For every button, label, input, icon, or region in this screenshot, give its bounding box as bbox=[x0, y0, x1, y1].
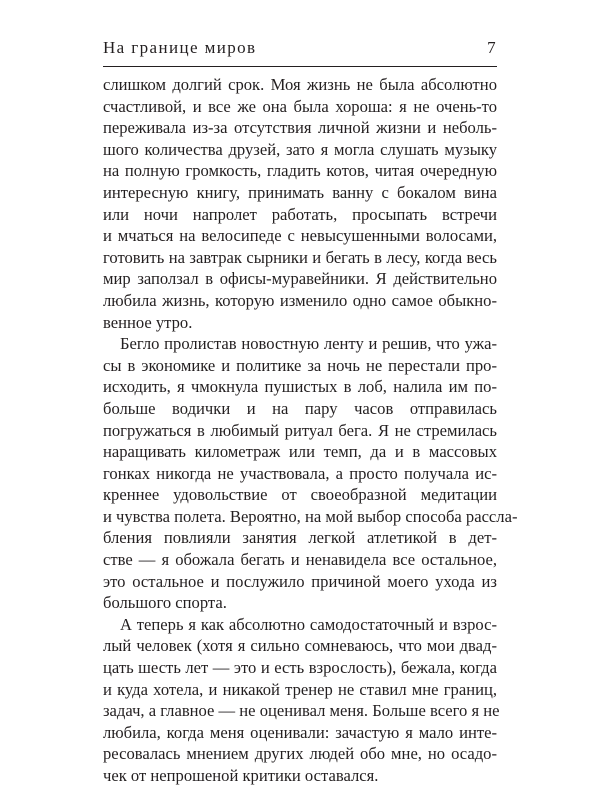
text-line: креннее удовольствие от своеобразной медитации bbox=[103, 485, 497, 505]
text-line: лый человек (хотя я сильно сомневаюсь, что мои двад- bbox=[103, 636, 497, 656]
text-line: слишком долгий срок. Моя жизнь не была абсолютно bbox=[103, 75, 497, 94]
text-line: чек от непрошеной критики оставался. bbox=[103, 766, 379, 785]
paragraph bbox=[103, 74, 497, 333]
text-line: готовить на завтрак сырники и бегать в лесу, когда весь bbox=[103, 247, 497, 267]
header-rule bbox=[103, 66, 497, 67]
text-line: задач, а главное — не оценивал меня. Больше всего я не bbox=[103, 701, 500, 721]
text-line: Бегло пролистав новостную ленту и решив, что ужа- bbox=[120, 334, 497, 354]
text-line: любила, когда меня оценивали: зачастую я мало инте- bbox=[103, 722, 497, 742]
text-line: счастливой, и все же она была хороша: я не очень-то bbox=[103, 96, 497, 116]
paragraph bbox=[103, 333, 518, 614]
text-line: шого количества друзей, зато я могла слушать музыку bbox=[103, 139, 497, 159]
text-line: на полную громкость, гладить котов, читая очередную bbox=[103, 161, 497, 181]
text-line: и мчаться на велосипеде с невысушенными волосами, bbox=[103, 226, 497, 246]
running-head-title: На границе миров bbox=[103, 38, 257, 57]
running-head bbox=[103, 38, 497, 64]
text-line: бления повлияли занятия легкой атлетикой в дет- bbox=[103, 528, 497, 548]
text-line: А теперь я как абсолютно самодостаточный и взрос- bbox=[120, 614, 497, 634]
text-line: больше водички и на пару часов отправилась bbox=[103, 398, 497, 418]
text-line: сы в экономике и политике за ночь не перестали про- bbox=[103, 355, 497, 375]
text-line: погружаться в любимый ритуал бега. Я не стремилась bbox=[103, 420, 497, 440]
text-line: венное утро. bbox=[103, 312, 193, 332]
paragraph bbox=[103, 614, 500, 787]
text-line: и чувства полета. Вероятно, на мой выбор способа рассла- bbox=[103, 506, 518, 526]
text-line: цать шесть лет — это и есть взрослость), бежала, когда bbox=[103, 658, 497, 678]
page-number: 7 bbox=[487, 38, 497, 57]
text-line: интересную книгу, принимать ванну с бокалом вина bbox=[103, 182, 497, 202]
body-text bbox=[103, 74, 518, 787]
text-line: наращивать километраж или темп, да и в массовых bbox=[103, 442, 497, 462]
text-line: мир заползал в офисы-муравейники. Я действительно bbox=[103, 269, 497, 289]
text-line: или ночи напролет работать, просыпать встречи bbox=[103, 204, 497, 224]
text-line: гонках никогда не участвовала, а просто получала ис- bbox=[103, 463, 497, 483]
text-line: ресовалась мнением других людей обо мне, но осадо- bbox=[103, 744, 497, 764]
text-line: это остальное и послужило причиной моего ухода из bbox=[103, 571, 497, 591]
text-line: любила жизнь, которую изменило одно самое обыкно- bbox=[103, 290, 497, 310]
text-line: стве — я обожала бегать и ненавидела все остальное, bbox=[103, 550, 497, 570]
text-line: большого спорта. bbox=[103, 593, 227, 613]
text-line: и куда хотела, и никакой тренер не ставил мне границ, bbox=[103, 679, 497, 699]
text-line: переживала из-за отсутствия личной жизни и неболь- bbox=[103, 118, 497, 138]
text-line: исходить, я чмокнула пушистых в лоб, налила им по- bbox=[103, 377, 497, 397]
